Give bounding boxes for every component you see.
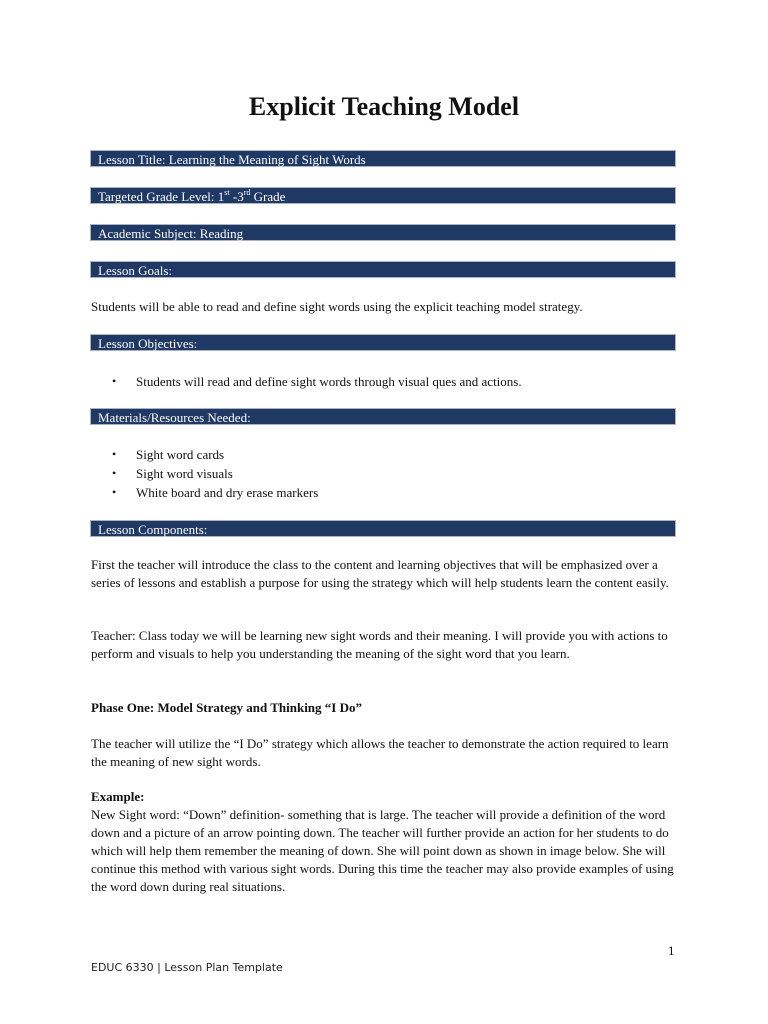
components-text-2: Teacher: Class today we will be learning new sight words and their meaning. I will provide you with actions to perform and visuals to help you understanding the meaning of the sight word that you learn. bbox=[91, 628, 668, 661]
lesson-components-bar: Lesson Components: bbox=[90, 520, 676, 537]
objectives-list bbox=[91, 372, 522, 391]
bullet-icon: • bbox=[112, 466, 117, 480]
components-paragraph-2 bbox=[91, 627, 681, 663]
goals-paragraph: Students will be able to read and define sight words using the explicit teaching model strategy. bbox=[91, 299, 583, 314]
lesson-objectives-bar: Lesson Objectives: bbox=[90, 334, 676, 351]
grade-level-middle: -3 bbox=[229, 189, 244, 204]
lesson-title-bar: Lesson Title: Learning the Meaning of Sight Words bbox=[90, 150, 676, 167]
grade-level-prefix: Targeted Grade Level: 1 bbox=[98, 189, 225, 204]
list-item bbox=[91, 483, 318, 502]
phase-one-paragraph bbox=[91, 735, 681, 771]
page-number: 1 bbox=[668, 943, 675, 958]
grade-level-sup-first: st bbox=[224, 187, 230, 197]
page-title: Explicit Teaching Model bbox=[248, 92, 520, 121]
materials-bar: Materials/Resources Needed: bbox=[90, 408, 676, 425]
grade-level-bar bbox=[90, 187, 676, 204]
bullet-icon: • bbox=[112, 485, 117, 499]
lesson-goals-text bbox=[91, 298, 681, 316]
lesson-goals-bar: Lesson Goals: bbox=[90, 261, 676, 278]
components-paragraph-1 bbox=[91, 556, 681, 592]
bullet-icon: • bbox=[112, 447, 117, 461]
components-text-1: First the teacher will introduce the class to the content and learning objectives that will be emphasized over a series of lessons and establish a purpose for using the strategy which will help students learn the content easily. bbox=[91, 557, 669, 590]
materials-list bbox=[91, 445, 318, 502]
phase-one-heading bbox=[91, 699, 681, 717]
material-text: White board and dry erase markers bbox=[136, 485, 319, 500]
grade-level-sup-third: rd bbox=[243, 187, 251, 197]
example-label: Example: bbox=[91, 789, 145, 804]
academic-subject-bar: Academic Subject: Reading bbox=[90, 224, 676, 241]
example-section bbox=[91, 788, 681, 896]
phase-one-text: The teacher will utilize the “I Do” strategy which allows the teacher to demonstrate the action required to learn the meaning of new sight words. bbox=[91, 736, 669, 769]
list-item bbox=[91, 445, 318, 464]
grade-level-suffix: Grade bbox=[250, 189, 286, 204]
footer: EDUC 6330 | Lesson Plan Template bbox=[91, 961, 283, 974]
bullet-icon: • bbox=[112, 374, 117, 388]
material-text: Sight word visuals bbox=[136, 466, 233, 481]
example-text: New Sight word: “Down” definition- something that is large. The teacher will provide a definition of the word down and a picture of an arrow pointing down. The teacher will further provide an action for her students to do which will help them remember the meaning of down. She will point down as shown in image below. She will continue this method with various sight words. During this time the teacher may also provide examples of using the word down during real situations. bbox=[91, 807, 674, 894]
objective-text: Students will read and define sight words through visual ques and actions. bbox=[136, 374, 522, 389]
phase-one-heading-text: Phase One: Model Strategy and Thinking “I Do” bbox=[91, 700, 362, 715]
list-item bbox=[91, 464, 318, 483]
list-item bbox=[91, 372, 522, 391]
material-text: Sight word cards bbox=[136, 447, 225, 462]
